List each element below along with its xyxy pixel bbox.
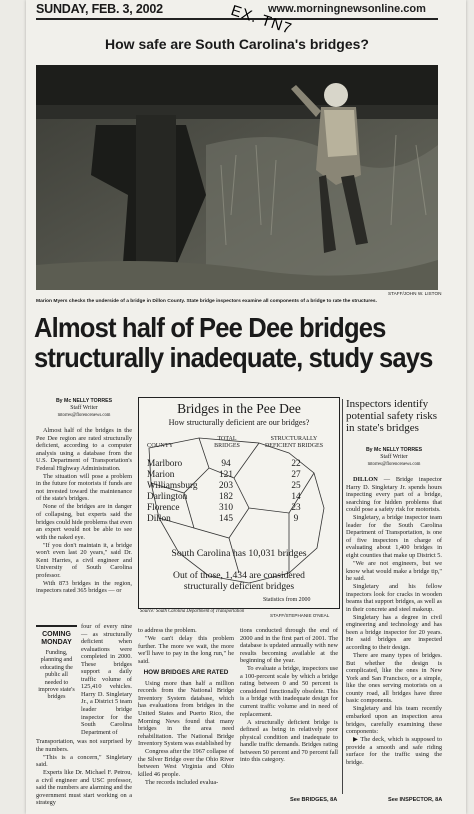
- graphic-credit: STAFF/STEPHANIE O'NEAL: [270, 613, 330, 618]
- county-deficient: 23: [291, 503, 301, 514]
- issue-date: SUNDAY, FEB. 3, 2002: [36, 2, 163, 16]
- county-deficient: 25: [291, 481, 301, 492]
- coming-title-2: MONDAY: [41, 639, 72, 646]
- article-paragraph: "This is a concern," Singletary said.: [36, 753, 132, 769]
- article-paragraph: "If you don't maintain it, a bridge won't even last 20 years," said Dr. Kent Harries, a civil engineer and University of South Carolina professor.: [36, 541, 132, 579]
- jump-line-bridges[interactable]: See BRIDGES, 8A: [290, 797, 338, 803]
- article-column-1: [36, 427, 132, 596]
- county-row: [147, 459, 332, 470]
- county-row: [147, 514, 332, 525]
- subhead: HOW BRIDGES ARE RATED: [143, 669, 229, 677]
- coming-monday-box: [36, 625, 77, 725]
- coming-text: Funding, planning and educating the public all needed to improve state's bridges: [38, 650, 75, 701]
- sidebar-rule: [342, 399, 343, 794]
- county-row: [147, 470, 332, 481]
- col-total: TOTAL BRIDGES: [214, 436, 240, 449]
- article-paragraph: Singletary, a bridge inspector team leader for the South Carolina Department of Transportation, is one of five inspectors in charge of evaluating about 1,400 bridges in eight counties that make up District 5.: [346, 514, 443, 559]
- county-total: 203: [219, 481, 233, 492]
- article-paragraph: "We can't delay this problem further. The more we wait, the more we'll have to pay in the long run," he said.: [138, 635, 234, 665]
- sidebar-byline-name: By Mc NELLY TORRES: [365, 447, 423, 453]
- stats-year: Statistics from 2000: [263, 597, 311, 603]
- article-paragraph: The records included evalua-: [145, 778, 219, 786]
- article-paragraph: tions conducted through the end of 2000 and in the first part of 2001. The database is updated annually with new results becoming available at the beginning of the year.: [240, 627, 338, 665]
- county-row: [147, 503, 332, 514]
- county-name: Florence: [147, 503, 180, 514]
- sidebar-paragraph-1: — Bridge inspector Harry D. Singletary Jr. spends hours inspecting every part of a bridge, searching for hidden problems that could pose a safety risk for motorists.: [346, 476, 442, 514]
- article-paragraph: A structurally deficient bridge is defined as being in relatively poor physical condition and inadequate to handle traffic demands. Bridges rating between 50 percent and 70 percent fall into this category.: [240, 718, 338, 764]
- photo-illustration: [36, 65, 438, 290]
- sidebar-byline-role: Staff Writer: [380, 454, 408, 460]
- sidebar-paragraph-8: The deck, which is supposed to provide a smooth and safe riding surface for the traffic using the bridge.: [346, 736, 442, 766]
- county-total: 310: [219, 503, 233, 514]
- section-question: How safe are South Carolina's bridges?: [105, 36, 369, 52]
- county-name: Williamsburg: [147, 481, 198, 492]
- county-row: [147, 481, 332, 492]
- photo-credit: STAFF/JOHN W. LISTON: [388, 291, 442, 296]
- sidebar-byline-email: mtorres@florencenews.com: [367, 462, 421, 467]
- graphic-subtitle: How structurally deficient are our bridges?: [168, 418, 310, 427]
- bridges-graphic: [138, 397, 340, 609]
- statewide-total: South Carolina has 10,031 bridges: [171, 548, 307, 559]
- col-deficient: STRUCTURALLY DEFICIENT BRIDGES: [264, 436, 324, 449]
- county-name: Dillon: [147, 514, 171, 525]
- county-name: Darlington: [147, 492, 188, 503]
- article-paragraph: Experts like Dr. Michael F. Petrou, a civil engineer and USC professor, said the numbers are alarming and the government must start working on a strategy: [36, 769, 132, 807]
- statewide-deficient: [139, 571, 339, 592]
- col-county: COUNTY: [147, 442, 174, 449]
- article-column-3: [240, 627, 338, 764]
- article-column-2: [138, 627, 234, 787]
- county-total: 121: [219, 470, 233, 481]
- headline-line-1: Almost half of Pee Dee bridges: [34, 312, 386, 343]
- headline-line-2: structurally inadequate, study says: [34, 342, 433, 373]
- article-paragraph: to address the problem.: [138, 627, 197, 634]
- article-paragraph: Transportation, was not surprised by the numbers.: [36, 738, 132, 753]
- considered-line-1: Out of those, 1,434 are considered: [173, 570, 305, 581]
- county-total: 94: [221, 459, 231, 469]
- county-table: [147, 459, 332, 526]
- main-byline: [36, 398, 132, 419]
- jump-line-inspector[interactable]: See INSPECTOR, 8A: [388, 797, 443, 803]
- article-paragraph: four of every nine — as structurally deficient when evaluations were completed in 2000. These bridges support a daily traffic volume of 125,410 vehicles. Harry D. Singletary Jr., a District 5 team leader bridge inspector for the South Carolina Department of: [81, 623, 132, 736]
- considered-line-2: structurally deficient bridges: [183, 580, 295, 592]
- article-column-1-wrap: [81, 623, 132, 737]
- graphic-title: Bridges in the Pee Dee: [177, 401, 301, 416]
- sidebar-byline: [346, 447, 442, 468]
- byline-role: Staff Writer: [70, 405, 98, 411]
- article-paragraph: None of the bridges are in danger of collapsing, but experts said the bridges could hide problems that even an expert would not be able to see with the naked eye.: [36, 503, 133, 541]
- article-paragraph: With 873 bridges in the region, inspectors rated 365 bridges — or: [36, 579, 132, 595]
- handwritten-note: EX. TN7: [228, 2, 295, 38]
- article-paragraph: Singletary and his team recently embarked upon an inspection area bridges, carefully examining these components:: [346, 705, 442, 736]
- county-deficient: 14: [291, 492, 301, 503]
- article-paragraph: To evaluate a bridge, inspectors use a 100-percent scale by which a bridge rating between 0 and 50 percent is considered functionally obsolete. This is a bridge with inadequate design for current traffic volume and in need of replacement.: [240, 665, 338, 718]
- county-total: 182: [219, 492, 233, 503]
- photo-caption: Marion Myers checks the underside of a bridge in Dillon County. State bridge inspectors examine all components of a bridge to rate the structures.: [36, 299, 377, 304]
- bullet-arrow-icon: ▶: [353, 736, 361, 744]
- county-deficient: 27: [291, 470, 301, 481]
- graphic-source: Source: South Carolina Department of Transportation: [140, 609, 245, 614]
- sidebar-head-1: Inspectors identify: [346, 398, 429, 410]
- county-name: Marion: [147, 470, 175, 481]
- article-paragraph: [346, 476, 442, 514]
- county-deficient: 22: [291, 459, 301, 469]
- article-paragraph: There are many types of bridges. But whether the design is complicated, like the ones in New York and San Francisco, or a simple, like the ones serving motorists on a county road, all bridges have three basic components.: [346, 652, 442, 705]
- article-column-1-tail: [36, 738, 132, 807]
- dateline: DILLON: [353, 476, 378, 483]
- sidebar-head-2: potential safety risks: [346, 410, 438, 423]
- byline-name: By Mc NELLY TORRES: [55, 398, 113, 404]
- county-row: [147, 492, 332, 503]
- coming-label: [36, 631, 77, 647]
- byline-email: mtorres@florencenews.com: [57, 413, 111, 418]
- article-paragraph: The situation will pose a problem in the future for motorists if funds are not invested toward the maintenance of the state's bridges.: [36, 472, 132, 503]
- county-name: Marlboro: [147, 459, 183, 469]
- county-total: 145: [219, 514, 233, 525]
- article-paragraph: Almost half of the bridges in the Pee Dee region are rated structurally deficient, according to a computer analysis using a database from the U.S. Department of Transportation's Federal Highway Administration.: [36, 427, 132, 472]
- sidebar-column: [346, 476, 442, 767]
- article-paragraph: "We are not engineers, but we know what would make a bridge tip," he said.: [346, 560, 442, 583]
- sidebar-head-3: in state's bridges: [346, 422, 419, 435]
- article-paragraph: Congress after the 1967 collapse of the Silver Bridge over the Ohio River between West Virginia and Ohio killed 46 people.: [138, 748, 235, 778]
- article-paragraph: Using more than half a million records from the National Bridge Inventory System database, which has evaluations from bridges in the United States and Puerto Rico, the Morning News found that many bridges in the area need rehabilitation. The National Bridge Inventory System was established by: [138, 679, 234, 748]
- news-photo: [36, 65, 438, 290]
- article-paragraph: Singletary and his fellow inspectors look for cracks in wooden beams that support bridges, as well as in their concrete and steel makeup.: [346, 583, 442, 613]
- article-paragraph: [346, 736, 442, 766]
- county-deficient: 9: [293, 514, 299, 525]
- sidebar-headline: [346, 398, 442, 435]
- article-paragraph: Singletary has a degree in civil engineering and technology and has been a bridge inspector for 20 years. He said bridges are inspected according to their design.: [346, 613, 442, 652]
- coming-title-1: COMING: [42, 631, 71, 638]
- main-headline: [34, 312, 433, 373]
- website-url: www.morningnewsonline.com: [268, 3, 426, 15]
